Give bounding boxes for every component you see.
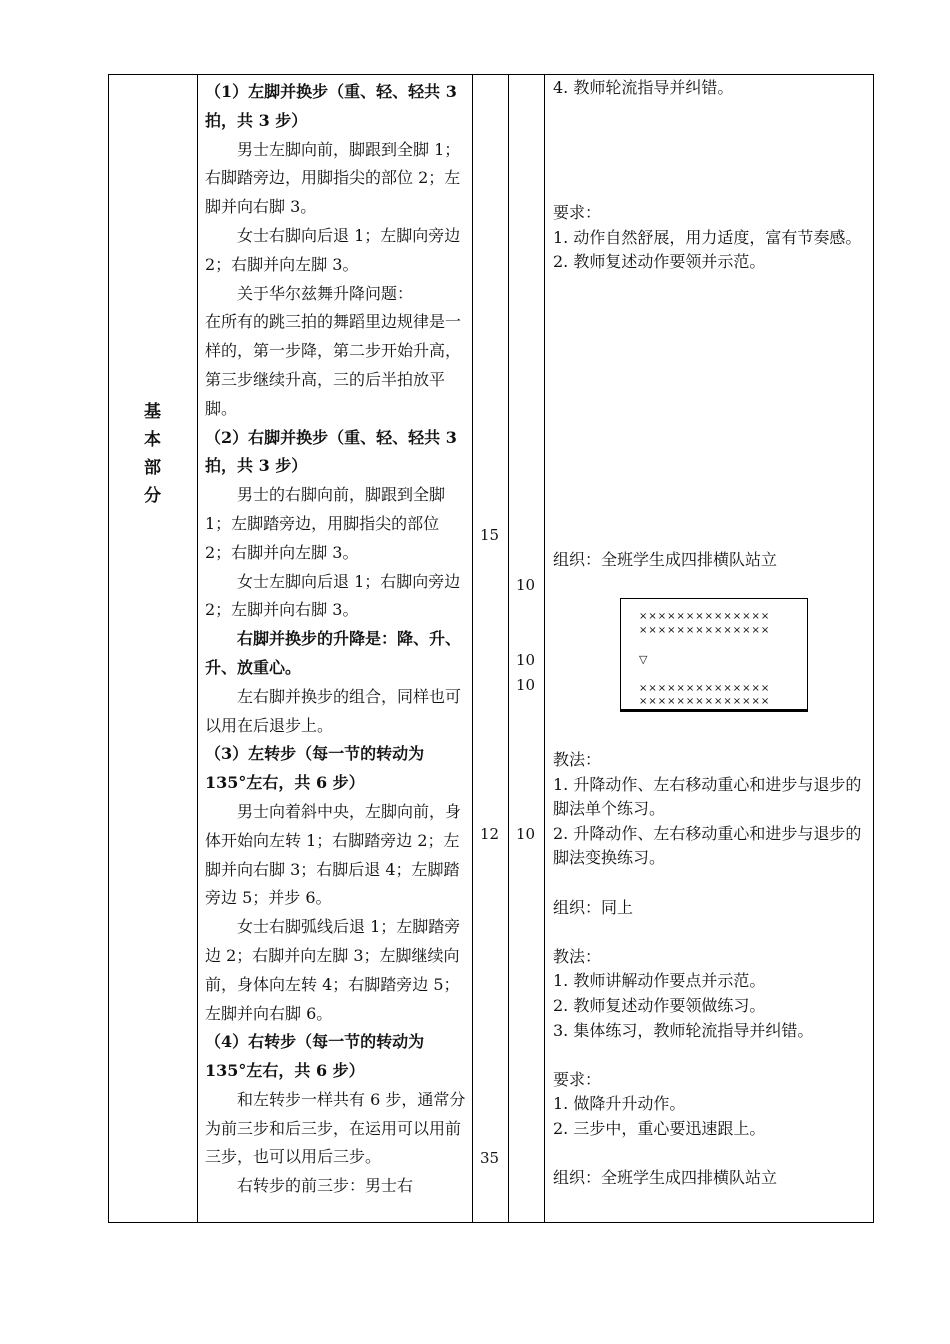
step3-female: 女士右脚弧线后退 1；左脚踏旁边 2；右脚并向左脚 3；左脚继续向前，身体向左转 4；右脚踏旁边 5；左脚并向右脚 6。: [205, 917, 461, 1023]
section-label-char: 分: [144, 486, 161, 506]
step1-note-body: 在所有的跳三拍的舞蹈里边规律是一样的，第一步降，第二步开始升高，第三步继续升高，三的后半拍放平脚。: [205, 312, 462, 418]
step2-title: （2）右脚并换步（重、轻、轻共 3 拍，共 3 步）: [205, 427, 457, 476]
table-bottom-border: [108, 1222, 873, 1223]
count-value: 10: [515, 576, 536, 594]
table-col-border: [108, 74, 109, 1223]
teacher-marker-icon: ▽: [639, 653, 648, 666]
organization-block-1: [553, 548, 865, 573]
teaching-item: 1. 升降动作、左右移动重心和进步与退步的脚法单个练习。: [553, 774, 862, 819]
requirements-block-1: [553, 201, 865, 275]
requirements-title: 要求：: [553, 203, 602, 222]
count-value: 10: [515, 676, 536, 694]
requirements-title: 要求：: [553, 1069, 602, 1089]
requirement-item: 1. 动作自然舒展，用力适度，富有节奏感。: [553, 227, 862, 247]
count-value: 10: [515, 651, 536, 669]
method-line: 4. 教师轮流指导并纠错。: [553, 78, 734, 97]
organization-text: 组织：全班学生成四排横队站立: [553, 550, 778, 569]
requirement-item: 2. 三步中，重心要迅速跟上。: [553, 1118, 766, 1138]
teaching-item: 1. 教师讲解动作要点并示范。: [553, 971, 766, 991]
step1-female: 女士右脚向后退 1；左脚向旁边 2；右脚并向左脚 3。: [205, 225, 461, 274]
table-col-border: [472, 74, 473, 1223]
count-value: 10: [515, 825, 536, 843]
teaching-title: 教法：: [553, 750, 602, 769]
section-label-char: 本: [144, 430, 161, 450]
teaching-title: 教法：: [553, 946, 602, 966]
time-value: 35: [479, 1149, 500, 1167]
teaching-item: 2. 教师复述动作要领做练习。: [553, 995, 766, 1015]
organization-text: 组织：同上: [553, 897, 634, 917]
teaching-item: 3. 集体练习，教师轮流指导并纠错。: [553, 1020, 814, 1040]
step2-rise-fall: 右脚并换步的升降是：降、升、升、放重心。: [205, 629, 462, 677]
requirement-item: 2. 教师复述动作要领并示范。: [553, 252, 766, 272]
step1-title: （1）左脚并换步（重、轻、轻共 3 拍，共 3 步）: [205, 82, 457, 130]
requirement-item: 1. 做降升升动作。: [553, 1094, 686, 1114]
student-row: ××××××××××××××: [639, 696, 771, 707]
table-col-border: [508, 74, 509, 1223]
step2-male: 男士的右脚向前，脚跟到全脚 1；左脚踏旁边，用脚指尖的部位 2；右脚并向左脚 3。: [205, 485, 446, 562]
table-col-border: [544, 74, 545, 1223]
student-row: ××××××××××××××: [639, 611, 771, 622]
method-block-2: [553, 748, 865, 1191]
step4-title: （4）右转步（每一节的转动为 135°左右，共 6 步）: [205, 1032, 425, 1081]
step3-title: （3）左转步（每一节的转动为 135°左右，共 6 步）: [205, 744, 425, 793]
time-value: 12: [479, 825, 500, 843]
lesson-content: [205, 78, 467, 1201]
teaching-item: 2. 升降动作、左右移动重心和进步与退步的脚法变换练习。: [553, 823, 862, 868]
table-top-border: [108, 74, 873, 75]
section-label: [108, 398, 197, 510]
table-col-border: [197, 74, 198, 1223]
section-label-char: 部: [144, 458, 161, 478]
step3-male: 男士向着斜中央，左脚向前，身体开始向左转 1；右脚踏旁边 2；左脚并向右脚 3；右脚后退 4；左脚踏旁边 5；并步 6。: [205, 801, 462, 908]
step1-male: 男士左脚向前，脚跟到全脚 1；右脚踏旁边，用脚指尖的部位 2；左脚并向右脚 3。: [205, 139, 461, 217]
step1-note-heading: 关于华尔兹舞升降问题：: [237, 283, 414, 303]
section-label-char: 基: [144, 402, 161, 422]
formation-diagram: [620, 598, 808, 710]
step4-description: 和左转步一样共有 6 步，通常分为前三步和后三步，在运用可以用前三步，也可以用后三步。: [205, 1089, 466, 1167]
step4-front-three: 右转步的前三步：男士右: [237, 1176, 414, 1196]
step2-combination: 左右脚并换步的组合，同样也可以用在后退步上。: [205, 686, 462, 735]
table-col-border: [873, 74, 874, 1223]
student-row: ××××××××××××××: [639, 683, 771, 694]
step2-female: 女士左脚向后退 1；右脚向旁边 2；左脚并向右脚 3。: [205, 571, 461, 620]
time-value: 15: [479, 526, 500, 544]
student-row: ××××××××××××××: [639, 625, 771, 636]
method-block-1: [553, 76, 865, 101]
organization-text: 组织：全班学生成四排横队站立: [553, 1168, 778, 1188]
